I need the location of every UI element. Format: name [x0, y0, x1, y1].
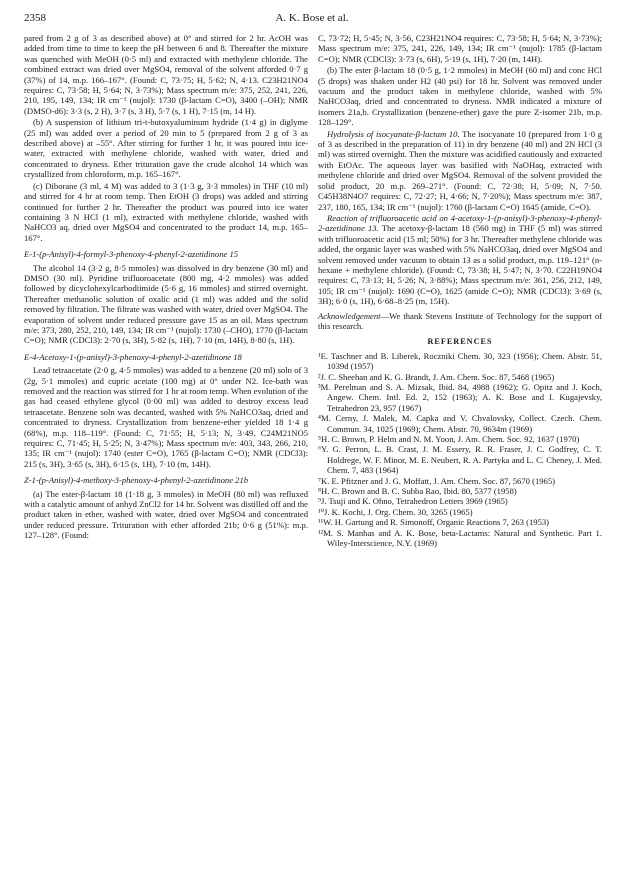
- paragraph: The alcohol 14 (3·2 g, 8·5 mmoles) was dissolved in dry benzene (30 ml) and DMSO (30 ml). Pyridine trifluoroacetate (800 mg, 4·2 mmoles) was added followed by dicyclohexylcarbodiimide (5·6 g, 16 mmoles) and stirred overnight. Thereafter methanolic solution of oxalic acid (1 ml) was added and the solid removed by filtration. The filtrate was washed with water, dried over MgSO4. The evaporation of solvent under reduced pressure gave 15 as an oil. Mass spectrum m/e: 373, 280, 252, 210, 149, 134; IR cm⁻¹ (nujol): 1730 (–CHO), 1770 (β-lactam C=O); NMR (CDCl3): 2·70 (s, 3H), 5·82 (s, 1H), 7·10 (m, 14H), 8·80 (s, 1H).: [24, 262, 308, 346]
- page-number: 2358: [24, 12, 46, 24]
- paragraph: pared from 2 g of 3 as described above) at 0° and stirred for 2 hr. AcOH was added from time to time to keep the pH between 6 and 8. Thereafter the mixture was quenched with MeOH (0·5 ml) and extracted with methylene chloride. The combined extract was dried over MgSO4, removal of the solvent afforded 0·7 g (37%) of 14, m.p. 166–167°. (Found: C, 73·75; H, 5·62; N, 4·13. C23H21NO4 requires: C, 73·58; H, 5·64; N, 3·73%); Mass spectrum m/e: 375, 252, 241, 226, 210, 195, 149, 134; IR cm⁻¹ (nujol): 1730 (β-lactam C=O), 3400 (–OH); NMR (DMSO-d6): 3·3 (s, 2 H), 3·7 (s, 3 H), 5·7 (s, 1 H), 7·15 (m, 14 H).: [24, 33, 308, 116]
- reference-item: ³M. Perelman and S. A. Mizsak, Ibid. 84, 4988 (1962); G. Opitz and J. Koch, Angew. Chem. Intl. Ed. 2, 152 (1963); A. K. Bose and I. Kugajevsky, Tetrahedron 23, 957 (1967): [318, 382, 602, 413]
- page-header: [24, 12, 600, 26]
- paragraph-trifluoro: [318, 213, 602, 307]
- reference-item: ¹¹W. H. Gartung and R. Simonoff, Organic Reactions 7, 263 (1953): [318, 517, 550, 528]
- references-list: [318, 351, 602, 549]
- paragraph: (b) A suspension of lithium tri-t-butoxyaluminum hydride (1·4 g) in diglyme (25 ml) was added over a period of 20 min to 5 (prepared from 2 g of 3 as described above) at –55°. After stirring for further 1 hr, it was poured into ice-water, extracted with methylene chloride, washed with water, dried and concentrated to dryness. Ether trituration gave the crude alcohol 14 which was crystallized from chloroform, m.p. 165–167°.: [24, 117, 308, 180]
- reference-item: ⁸H. C. Brown and B. C. Subba Rao, Ibid. 80, 5377 (1958): [318, 486, 517, 497]
- reference-item: ⁹J. Tsuji and K. Ohno, Tetrahedron Letters 3969 (1965): [318, 496, 508, 507]
- run-in-heading: Hydrolysis of isocyanate-β-lactam 10.: [327, 128, 460, 139]
- reference-item: ¹²M. S. Manhas and A. K. Bose, beta-Lactams: Natural and Synthetic. Part 1. Wiley-Interscience, N.Y. (1969): [318, 527, 602, 549]
- paragraph-hydrolysis: [318, 129, 602, 212]
- reference-item: ²J. C. Sheehan and K. G. Brandt, J. Am. Chem. Soc. 87, 5468 (1965): [318, 371, 555, 382]
- paragraph: C, 73·72; H, 5·45; N, 3·56, C23H21NO4 requires: C, 73·58; H, 5·64; N, 3·73%); Mass spectrum m/e: 375, 241, 226, 149, 134; IR cm⁻¹ (nujol): 1785 (β-lactam C=O); NMR (CDCl3): 3·73 (s, 6H), 5·19 (s, 1H), 7·20 (m, 14H).: [318, 33, 602, 64]
- paragraph: (a) The ester-β-lactam 18 (1·18 g, 3 mmoles) in MeOH (80 ml) was refluxed with a catalytic amount of anhyd ZnCl2 for 14 hr. Solvent was distilled off and the product taken in ether, washed with water, dried over MgSO4 and concentrated under reduced pressure. Trituration with ether afforded 21b; 0·6 g (51%): m.p. 127–128°. (Found:: [24, 488, 308, 541]
- reference-item: ⁴M. Cerny, J. Malek, M. Capka and V. Chvalovsky, Collect. Czech. Chem. Commun. 34, 1025 (1969); Chem. Abstr. 70, 9634m (1969): [318, 413, 602, 434]
- run-in-heading: Reaction of trifluoroacetic acid on 4-acetoxy-1-(p-anisyl)-3-phenoxy-4-phenyl-2-azetidinone 13.: [318, 212, 602, 234]
- section-heading-18: E-4-Acetoxy-1-(p-anisyl)-3-phenoxy-4-phenyl-2-azetidinone 18: [24, 351, 242, 362]
- paragraph: (b) The ester β-lactam 18 (0·5 g, 1·2 mmoles) in MeOH (60 ml) and conc HCl (5 drops) was shaken under H2 (40 psi) for 18 hr. Solvent was removed under vacuum and the product taken in methylene chloride, washed with 5% NaHCO3aq, dried and concentrated to dryness. NMR indicated a mixture of isomers 21a,b. Crystallization (benzene-ether) gave the pure Z-isomer 21b, m.p. 128–129°.: [318, 65, 602, 128]
- section-heading-21b: Z-1-(p-Anisyl)-4-methoxy-3-phenoxy-4-phenyl-2-azetidinone 21b: [24, 475, 249, 486]
- left-column: [24, 33, 308, 542]
- paragraph-text: The isocyanate 10 (prepared from 1·0 g of 3 as described in the preparation of 11) in dry benzene (40 ml) and 2N HCl (3 ml) was stirred overnight. Then the mixture was acidified cautiously and extracted with EtOAc. The aqueous layer was basified with NaOHaq, extracted with methylene chloride and dried over MgSO4. Removal of the solvent provided the solid product, 20 m.p. 269–271°. (Found: C, 72·38; H, 5·09; N, 7·50. C45H38N4O7 requires: C, 72·27; H, 4·66; N, 7·20%); Mass spectrum m/e: 387, 237, 180, 165, 134; IR cm⁻¹ (nujol): 1760 (β-lactam C=O) 1645 (amide, C=O).: [318, 128, 602, 212]
- reference-item: ¹E. Taschner and B. Liberek, Roczniki Chem. 30, 323 (1956); Chem. Abstr. 51, 1039d (1957): [318, 350, 602, 372]
- references-heading: REFERENCES: [427, 337, 493, 347]
- acknowledgement: [318, 311, 602, 332]
- reference-item: ⁵H. C. Brown, P. Helm and N. M. Yoon, J. Am. Chem. Soc. 92, 1637 (1970): [318, 434, 580, 445]
- paragraph-text: The acetoxy-β-lactam 18 (560 mg) in THF (5 ml) was stirred with trifluoroacetic acid (15 ml; 50%) for 3 hr. Thereafter methylene chloride was added, the organic layer was washed with 5% NaHCO3aq, dried over MgSO4 and solvent removed under vacuum to obtain 13 as a solid product, m.p. 119–121° (n-hexane + methylene chloride). (Found: C, 73·38; H, 5·47; N, 3·70. C22H19NO4 requires: C, 73·13; H, 5·26; N, 3·88%); Mass spectrum m/e: 361, 256, 212, 149, 105; IR cm⁻¹ (nujol): 1690 (C=O), 1625 (amide C=O); NMR (CDCl3): 3·69 (s, 3H); 6·0 (s, 1H), 6·68–8·25 (m, 15H).: [318, 223, 602, 307]
- right-column: [318, 33, 602, 549]
- running-title: A. K. Bose et al.: [275, 12, 349, 24]
- section-heading-15: E-1-(p-Anisyl)-4-formyl-3-phenoxy-4-phenyl-2-azetidinone 15: [24, 249, 239, 260]
- ack-text: —We thank Stevens Institute of Technology for the support of this research.: [318, 310, 602, 331]
- reference-item: ¹⁰J. K. Kochi, J. Org. Chem. 30, 3265 (1965): [318, 506, 473, 517]
- reference-item: ⁶Y. G. Perron, L. B. Crast, J. M. Essery, R. R. Fraser, J. C. Godfrey, C. T. Holdrege, W. F. Minor, M. E. Neubert, R. A. Partyka and L. C. Cheney, J. Med. Chem. 7, 483 (1964): [318, 444, 602, 476]
- reference-item: ⁷K. E. Pfitzner and J. G. Moffatt, J. Am. Chem. Soc. 87, 5670 (1965): [318, 475, 555, 486]
- ack-label: Acknowledgement: [318, 310, 381, 321]
- paragraph: (c) Diborane (3 ml, 4 M) was added to 3 (1·3 g, 3·3 mmoles) in THF (10 ml) and stirred for 4 hr at room temp. Then EtOH (3 drops) was added and stirring continued for further 2 hr. Thereafter the product was poured into ice water containing 3 N HCl (1 ml), extracted with methylene chloride, washed with NaHCO3 aq. dried over MgSO4 and concentrated to the product 14, m.p. 165–167°.: [24, 180, 308, 243]
- paragraph: Lead tetraacetate (2·0 g, 4·5 mmoles) was added to a benzene (20 ml) soln of 3 (2g, 5·1 mmoles) and cupric acetate (100 mg) at 0° under N2. Ice-bath was removed and the reaction was stirred for 1 hr at room temp. When evolution of the gas had ceased ethylene glycol (0·00 ml) was added to destroy excess lead tetraacetate. Benzene soln was decanted, washed with 5% NaHCO3aq, dried and concentrated to dryness. Crystallization from benzene-ether yielded 18 1·4 g (68%), m.p. 118–119°. (Found: C, 71·55; H, 5·13; N, 3·49. C24M21NO5 requires: C, 71·45; H, 5·25; N, 3·47%); Mass spectrum m/e: 403, 343, 266, 210, 135; IR cm⁻¹ (nujol): 1740 (ester C=O), 1765 (β-lactam C=O); NMR (CDCl3): 215 (s, 3H), 3·65 (s, 3H), 6·15 (s, 1H), 7·10 (m, 14H).: [24, 365, 308, 469]
